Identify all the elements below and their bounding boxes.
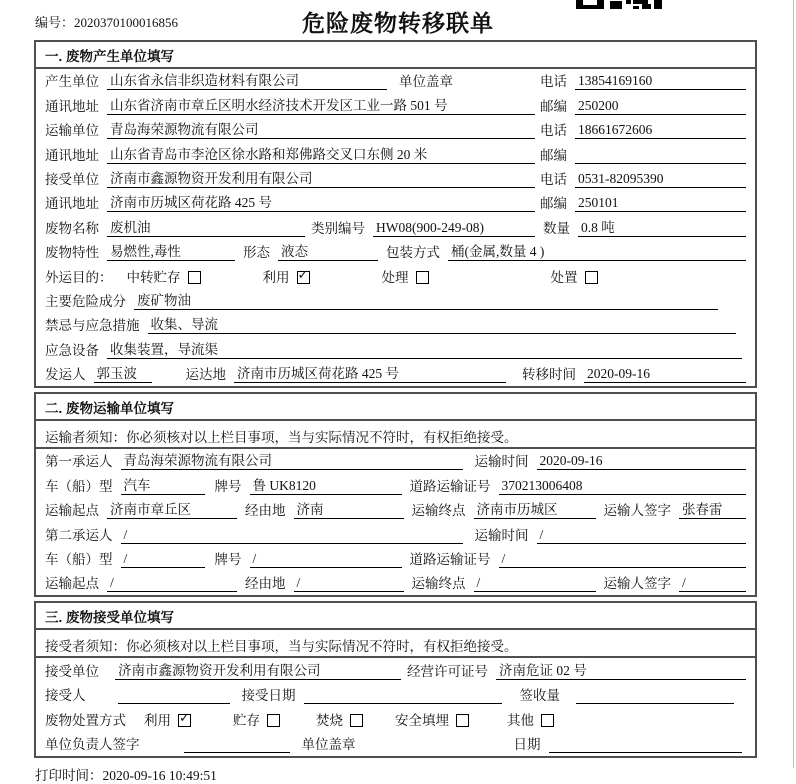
first-road-license-label: 道路运输证号 [409, 478, 491, 494]
purpose-option-dispose [551, 266, 598, 286]
page-edge-divider [793, 0, 794, 768]
receiver-address-label: 通讯地址 [45, 196, 99, 212]
print-time-label: 打印时间： [35, 767, 103, 783]
producer-address-label: 通讯地址 [45, 98, 99, 114]
transport-zip-label: 邮编 [540, 147, 567, 163]
first-plate-value: 鲁 UK8120 [250, 474, 402, 495]
disposal-option-incinerate-label: 焚烧 [316, 712, 343, 728]
waste-qty-value: 0.8 吨 [578, 216, 746, 237]
unit-seal2-label: 单位盖章 [301, 736, 356, 752]
transport-phone-label: 电话 [540, 123, 567, 139]
transport-unit-value: 青岛海荣源物流有限公司 [107, 118, 535, 139]
second-transport-time-label: 运输时间 [474, 527, 529, 543]
second-route-end-value: / [474, 575, 596, 592]
waste-traits-label: 废物特性 [45, 245, 99, 261]
page-title: 危险废物转移联单 [302, 10, 494, 36]
disposal-method-label: 废物处置方式 [45, 712, 126, 728]
waste-traits-value: 易燃性,毒性 [107, 240, 235, 261]
second-route-via-value: / [294, 575, 404, 592]
first-route-end-value: 济南市历城区 [474, 498, 596, 519]
second-carrier-sign-label: 运输人签字 [603, 576, 671, 592]
row-responsible-sign [36, 732, 755, 756]
receiver-phone-value: 0531-82095390 [575, 171, 746, 188]
waste-category-label: 类别编号 [311, 220, 365, 236]
sign-date-label: 日期 [513, 736, 541, 752]
row-disposal-method [36, 707, 755, 731]
transport-zip-value [575, 148, 746, 164]
print-time-value: 2020-09-16 10:49:51 [102, 767, 217, 783]
first-road-license-value: 370213006408 [499, 478, 747, 495]
purpose-option-treat [382, 266, 429, 286]
purpose-storage-checkbox [188, 271, 201, 284]
first-plate-label: 牌号 [214, 478, 242, 494]
sign-date-value [549, 737, 743, 753]
disposal-option-storage-label: 贮存 [233, 712, 260, 728]
second-plate-label: 牌号 [214, 552, 242, 568]
taboo-measures-value: 收集、导流 [148, 313, 737, 334]
transport-address-label: 通讯地址 [45, 147, 99, 163]
second-plate-value: / [250, 551, 402, 568]
purpose-treat-checkbox [416, 271, 429, 284]
section-transporter [34, 392, 757, 597]
accepting-unit-label: 接受单位 [45, 663, 99, 679]
producer-zip-label: 邮编 [540, 98, 567, 114]
disposal-utilize-checkbox [178, 714, 191, 727]
row-producer-unit [36, 69, 755, 93]
section-receiver-header: 三. 废物接受单位填写 [36, 603, 755, 630]
receiver-unit-label: 接受单位 [45, 171, 99, 187]
purpose-option-dispose-label: 处置 [550, 269, 578, 285]
first-transport-time-value: 2020-09-16 [537, 453, 747, 470]
second-route-start-value: / [107, 575, 237, 592]
purpose-utilize-checkbox [297, 271, 310, 284]
receiver-phone-label: 电话 [540, 171, 567, 187]
second-transport-time-value: / [537, 527, 747, 544]
shipper-label: 发运人 [45, 367, 86, 383]
disposal-storage-checkbox [267, 714, 280, 727]
serial-value: 2020370100016856 [74, 15, 179, 30]
first-carrier-value: 青岛海荣源物流有限公司 [121, 449, 463, 470]
business-license-value: 济南危证 02 号 [496, 659, 746, 680]
disposal-option-landfill-label: 安全填埋 [395, 712, 449, 728]
producer-phone-value: 13854169160 [575, 73, 746, 90]
print-time [35, 764, 796, 784]
waste-name-value: 废机油 [107, 216, 305, 237]
waste-name-label: 废物名称 [45, 220, 99, 236]
row-receiver-unit [36, 167, 755, 191]
purpose-label: 外运目的： [45, 269, 113, 285]
transport-address-value: 山东省青岛市李沧区徐水路和郑佛路交叉口东侧 20 米 [107, 143, 535, 164]
destination-value: 济南市历城区荷花路 425 号 [234, 362, 506, 383]
receiver-address-value: 济南市历城区荷花路 425 号 [107, 191, 535, 212]
waste-qty-label: 数量 [543, 220, 570, 236]
accept-date-value [304, 688, 502, 704]
receiver-notice: 接受者须知：你必须核对以上栏目事项，当与实际情况不符时，有权拒绝接受。 [36, 630, 755, 658]
row-transport-address [36, 142, 755, 166]
section-receiver [34, 601, 757, 758]
first-carrier-sign-label: 运输人签字 [603, 503, 671, 519]
disposal-incinerate-checkbox [350, 714, 363, 727]
taboo-measures-label: 禁忌与应急措施 [45, 318, 140, 334]
disposal-option-incinerate [316, 709, 363, 729]
disposal-option-other [507, 709, 554, 729]
second-road-license-value: / [499, 551, 747, 568]
row-transfer-purpose [36, 264, 755, 288]
shipper-value: 郭玉波 [94, 362, 152, 383]
row-shipper [36, 362, 755, 386]
first-carrier-label: 第一承运人 [45, 454, 113, 470]
row-waste-traits [36, 240, 755, 264]
row-taboo-measures [36, 313, 755, 337]
purpose-option-treat-label: 处理 [381, 269, 409, 285]
row-receiver-address [36, 191, 755, 215]
row-second-carrier [36, 522, 755, 546]
receiver-zip-label: 邮编 [540, 196, 567, 212]
row-second-vehicle [36, 547, 755, 571]
row-main-hazard [36, 289, 755, 313]
first-route-start-label: 运输起点 [45, 503, 99, 519]
row-second-route [36, 571, 755, 595]
row-accepting-unit [36, 658, 755, 682]
second-carrier-value: / [121, 527, 463, 544]
first-vehicle-type-value: 汽车 [121, 474, 205, 495]
first-route-via-value: 济南 [294, 498, 404, 519]
receiver-zip-value: 250101 [575, 195, 746, 212]
business-license-label: 经营许可证号 [407, 663, 488, 679]
second-route-end-label: 运输终点 [411, 576, 466, 592]
transport-unit-label: 运输单位 [45, 123, 99, 139]
disposal-option-storage [233, 709, 280, 729]
row-first-carrier [36, 449, 755, 473]
purpose-option-utilize [263, 266, 310, 286]
purpose-dispose-checkbox [585, 271, 598, 284]
emergency-equipment-value: 收集装置，导流渠 [107, 338, 742, 359]
transporter-notice: 运输者须知：你必须核对以上栏目事项，当与实际情况不符时，有权拒绝接受。 [36, 421, 755, 449]
second-vehicle-type-value: / [121, 551, 205, 568]
first-route-start-value: 济南市章丘区 [107, 498, 237, 519]
serial-label: 编号： [35, 15, 75, 30]
purpose-option-storage-label: 中转贮存 [126, 269, 181, 285]
row-emergency-equipment [36, 337, 755, 361]
received-qty-label: 签收量 [519, 688, 560, 704]
main-hazard-label: 主要危险成分 [45, 293, 126, 309]
second-carrier-label: 第二承运人 [45, 527, 113, 543]
second-vehicle-type-label: 车（船）型 [45, 552, 113, 568]
producer-phone-label: 电话 [540, 74, 567, 90]
producer-unit-label: 产生单位 [45, 74, 99, 90]
disposal-other-checkbox [541, 714, 554, 727]
transport-phone-value: 18661672606 [575, 122, 746, 139]
acceptor-label: 接受人 [45, 688, 86, 704]
row-producer-address [36, 93, 755, 117]
first-transport-time-label: 运输时间 [474, 454, 529, 470]
row-transport-unit [36, 118, 755, 142]
responsible-sign-value [184, 737, 290, 753]
transfer-time-label: 转移时间 [522, 367, 576, 383]
waste-packing-value: 桶(金属,数量 4 ) [448, 240, 746, 261]
waste-form-value: 液态 [278, 240, 378, 261]
emergency-equipment-label: 应急设备 [45, 342, 99, 358]
disposal-landfill-checkbox [456, 714, 469, 727]
second-carrier-sign-value: / [679, 575, 746, 592]
producer-address-value: 山东省济南市章丘区明水经济技术开发区工业一路 501 号 [107, 94, 535, 115]
disposal-option-landfill [395, 709, 469, 729]
section-transporter-header: 二. 废物运输单位填写 [36, 394, 755, 421]
row-first-vehicle [36, 473, 755, 497]
main-hazard-value: 废矿物油 [134, 289, 718, 310]
first-route-end-label: 运输终点 [411, 503, 466, 519]
waste-packing-label: 包装方式 [386, 245, 440, 261]
accept-date-label: 接受日期 [241, 688, 296, 704]
section-producer-header: 一. 废物产生单位填写 [36, 42, 755, 69]
producer-unit-value: 山东省永信非织造材料有限公司 [107, 69, 387, 90]
second-route-start-label: 运输起点 [45, 576, 99, 592]
section-producer [34, 40, 757, 388]
accepting-unit-value: 济南市鑫源物资开发利用有限公司 [115, 659, 401, 680]
waste-form-label: 形态 [243, 245, 270, 261]
row-acceptor [36, 683, 755, 707]
destination-label: 运达地 [185, 367, 226, 383]
first-route-via-label: 经由地 [245, 503, 286, 519]
document-header [0, 0, 796, 40]
disposal-option-utilize [144, 709, 191, 729]
waste-category-value: HW08(900-249-08) [373, 220, 535, 237]
second-route-via-label: 经由地 [245, 576, 286, 592]
received-qty-value [576, 688, 734, 704]
purpose-option-utilize-label: 利用 [262, 269, 290, 285]
disposal-option-utilize-label: 利用 [144, 712, 171, 728]
receiver-unit-value: 济南市鑫源物资开发利用有限公司 [107, 167, 535, 188]
row-first-route [36, 498, 755, 522]
disposal-option-other-label: 其他 [507, 712, 534, 728]
unit-seal-label: 单位盖章 [399, 74, 453, 90]
first-vehicle-type-label: 车（船）型 [45, 478, 113, 494]
transfer-time-value: 2020-09-16 [584, 366, 746, 383]
producer-zip-value: 250200 [575, 98, 746, 115]
second-road-license-label: 道路运输证号 [409, 552, 491, 568]
purpose-option-storage [127, 266, 201, 286]
first-carrier-sign-value: 张春雷 [679, 498, 746, 519]
responsible-sign-label: 单位负责人签字 [45, 736, 140, 752]
acceptor-value [118, 688, 230, 704]
row-waste-name [36, 215, 755, 239]
